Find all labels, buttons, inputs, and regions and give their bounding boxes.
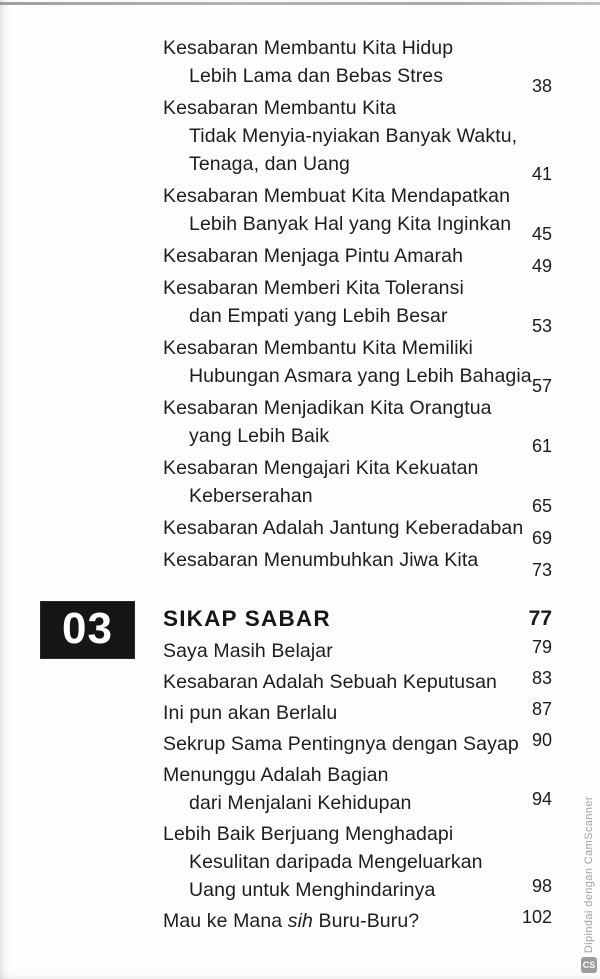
toc-entry — [163, 761, 552, 817]
toc-entry — [163, 242, 552, 276]
toc-entry-line: yang Lebih Baik 61 — [163, 422, 552, 450]
toc-entry — [163, 274, 552, 336]
chapter-title: SIKAP SABAR — [163, 606, 331, 631]
toc-entry — [163, 907, 552, 935]
toc-entry-line: dari Menjalani Kehidupan 94 — [163, 789, 552, 817]
toc-entry-line: Kesabaran Memberi Kita Toleransi — [163, 277, 464, 299]
toc-entry — [163, 514, 552, 548]
toc-entry-line: Kesabaran Mengajari Kita Kekuatan — [163, 457, 479, 479]
table-of-contents — [163, 34, 552, 938]
toc-entry — [163, 546, 552, 580]
toc-entry-line: Kesabaran Membantu Kita — [163, 97, 397, 119]
chapter-heading-row — [163, 603, 552, 635]
toc-entry — [163, 34, 552, 96]
camscanner-logo-icon: CS — [581, 957, 597, 973]
toc-entry-line: Kesabaran Menjadikan Kita Orangtua — [163, 397, 492, 419]
toc-entry — [163, 699, 552, 727]
toc-entry-line: Lebih Banyak Hal yang Kita Inginkan 45 — [163, 210, 552, 238]
toc-entry-line: Kesabaran Membuat Kita Mendapatkan — [163, 185, 511, 207]
toc-entry-line: dan Empati yang Lebih Besar 53 — [163, 302, 552, 330]
camscanner-watermark — [581, 796, 597, 973]
toc-entry — [163, 334, 552, 396]
toc-entry — [163, 820, 552, 904]
page-number: 49 — [531, 256, 552, 276]
toc-entry-line: Mau ke Mana sih Buru-Buru? 102 — [163, 907, 552, 935]
page-number: 73 — [531, 560, 552, 580]
page-number: 38 — [531, 76, 552, 96]
page-number: 79 — [531, 637, 552, 657]
chapter-number-badge — [41, 602, 134, 658]
toc-entry — [163, 454, 552, 516]
chapter-page-number: 77 — [528, 607, 552, 630]
page-number: 41 — [531, 164, 552, 184]
toc-entry — [163, 668, 552, 696]
chapter-number: 03 — [62, 604, 113, 653]
page-number: 61 — [531, 436, 552, 456]
page-number: 94 — [531, 789, 552, 809]
toc-entry-line: Kesabaran Membantu Kita Memiliki — [163, 337, 473, 359]
page-number: 45 — [531, 224, 552, 244]
toc-entry-line: Kesabaran Menumbuhkan Jiwa Kita 73 — [163, 546, 552, 574]
scan-edge-artifact — [0, 2, 600, 5]
toc-entry-line: Uang untuk Menghindarinya 98 — [163, 876, 552, 904]
toc-section-chapter-03 — [163, 603, 552, 935]
toc-entry-line: Kesabaran Menjaga Pintu Amarah 49 — [163, 242, 552, 270]
toc-entry-line: Keberserahan 65 — [163, 482, 552, 510]
toc-entry — [163, 637, 552, 665]
toc-entry-line: Menunggu Adalah Bagian — [163, 764, 389, 786]
page-number: 65 — [531, 496, 552, 516]
toc-entry-line: Kesulitan daripada Mengeluarkan — [189, 851, 483, 873]
toc-section-continuation — [163, 34, 552, 580]
toc-entry-line: Lebih Lama dan Bebas Stres 38 — [163, 62, 552, 90]
toc-entry-line: Saya Masih Belajar 79 — [163, 637, 552, 665]
toc-entry-line: Hubungan Asmara yang Lebih Bahagia 57 — [163, 362, 552, 390]
page-number: 98 — [531, 876, 552, 896]
toc-entry — [163, 730, 552, 758]
toc-entry — [163, 182, 552, 244]
toc-entry-line: Tidak Menyia-nyiakan Banyak Waktu, — [189, 125, 518, 147]
toc-entry-line: Kesabaran Adalah Sebuah Keputusan 83 — [163, 668, 552, 696]
page-number: 69 — [531, 528, 552, 548]
page-number: 102 — [521, 907, 552, 927]
page-number: 90 — [531, 730, 552, 750]
toc-entry-line: Kesabaran Adalah Jantung Keberadaban 69 — [163, 514, 552, 542]
page-number: 87 — [531, 699, 552, 719]
toc-entry — [163, 394, 552, 456]
toc-entry-line: Lebih Baik Berjuang Menghadapi — [163, 823, 454, 845]
page-number: 53 — [531, 316, 552, 336]
toc-entry-line: Tenaga, dan Uang 41 — [163, 150, 552, 178]
page-number: 57 — [531, 376, 552, 396]
toc-entry — [163, 94, 552, 184]
toc-entry-line: Sekrup Sama Pentingnya dengan Sayap 90 — [163, 730, 552, 758]
camscanner-watermark-text: Dipindai dengan CamScanner — [583, 795, 595, 953]
page-number: 83 — [531, 668, 552, 688]
toc-entry-line: Ini pun akan Berlalu 87 — [163, 699, 552, 727]
toc-entry-line: Kesabaran Membantu Kita Hidup — [163, 37, 454, 59]
